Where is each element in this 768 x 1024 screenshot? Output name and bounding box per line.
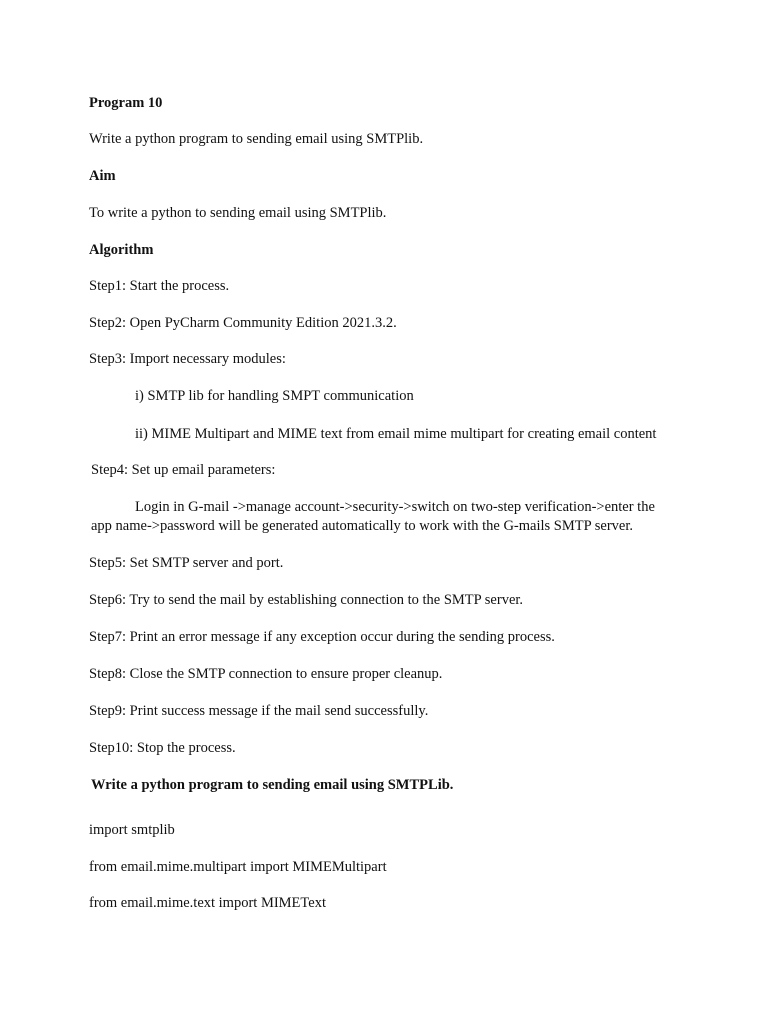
algorithm-step-8: Step8: Close the SMTP connection to ensure proper cleanup. [89,666,443,682]
algorithm-step-9: Step9: Print success message if the mail send successfully. [89,703,429,719]
algorithm-step-3: Step3: Import necessary modules: [89,351,286,367]
program-question: Write a python program to sending email using SMTPlib. [89,131,424,147]
algorithm-step-4-detail-line-1: Login in G-mail ->manage account->security->switch on two-step verification->enter the [135,499,655,515]
algorithm-step-4-detail-line-2: app name->password will be generated automatically to work with the G-mails SMTP server. [91,518,633,534]
code-section-heading: Write a python program to sending email using SMTPLib. [91,777,454,793]
code-line-1: import smtplib [89,822,175,838]
algorithm-step-6: Step6: Try to send the mail by establishing connection to the SMTP server. [89,592,524,608]
aim-heading: Aim [89,168,116,184]
algorithm-step-5: Step5: Set SMTP server and port. [89,555,284,571]
algorithm-heading: Algorithm [89,242,154,258]
aim-text: To write a python to sending email using SMTPlib. [89,205,387,221]
algorithm-step-4: Step4: Set up email parameters: [91,462,276,478]
algorithm-step-1: Step1: Start the process. [89,278,230,294]
algorithm-step-7: Step7: Print an error message if any exception occur during the sending process. [89,629,555,645]
algorithm-step-2: Step2: Open PyCharm Community Edition 2021.3.2. [89,315,397,331]
code-line-3: from email.mime.text import MIMEText [89,895,326,911]
program-title: Program 10 [89,95,163,111]
algorithm-step-3-item-ii: ii) MIME Multipart and MIME text from email mime multipart for creating email content [135,426,657,442]
algorithm-step-10: Step10: Stop the process. [89,740,236,756]
algorithm-step-3-item-i: i) SMTP lib for handling SMPT communication [135,388,414,404]
code-line-2: from email.mime.multipart import MIMEMultipart [89,859,387,875]
